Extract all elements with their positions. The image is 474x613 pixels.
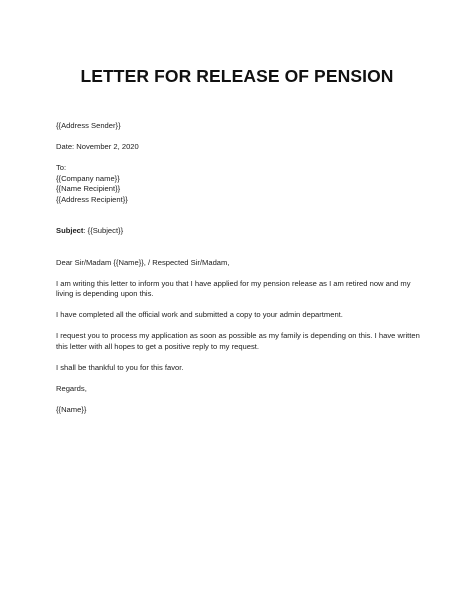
letter-title: LETTER FOR RELEASE OF PENSION	[80, 66, 394, 86]
to-label: To:	[56, 163, 67, 172]
sender-address: {{Address Sender}}	[56, 121, 121, 130]
closing: Regards,	[56, 383, 87, 393]
subject-label: Subject	[56, 226, 84, 235]
letter-date: Date: November 2, 2020	[56, 142, 139, 151]
subject-value: : {{Subject}}	[83, 226, 124, 235]
body-paragraph-4: I shall be thankful to you for this favor.	[56, 362, 184, 372]
signature-name: {{Name}}	[56, 404, 87, 414]
recipient-name: {{Name Recipient}}	[56, 184, 121, 193]
recipient-company: {{Company name}}	[56, 173, 120, 183]
letter-body	[56, 121, 421, 415]
salutation: Dear Sir/Madam {{Name}}, / Respected Sir/Madam,	[56, 257, 230, 267]
subject-line	[56, 226, 421, 237]
body-paragraph-1: I am writing this letter to inform you that I have applied for my pension release as I am retired now and my living is depending upon this.	[56, 278, 411, 298]
body-paragraph-3: I request you to process my application as soon as possible as my family is depending on this. I have written this letter with all hopes to get a positive reply to my request.	[56, 331, 420, 351]
recipient-address: {{Address Recipient}}	[56, 194, 128, 204]
body-paragraph-2: I have completed all the official work and submitted a copy to your admin department.	[56, 310, 343, 319]
